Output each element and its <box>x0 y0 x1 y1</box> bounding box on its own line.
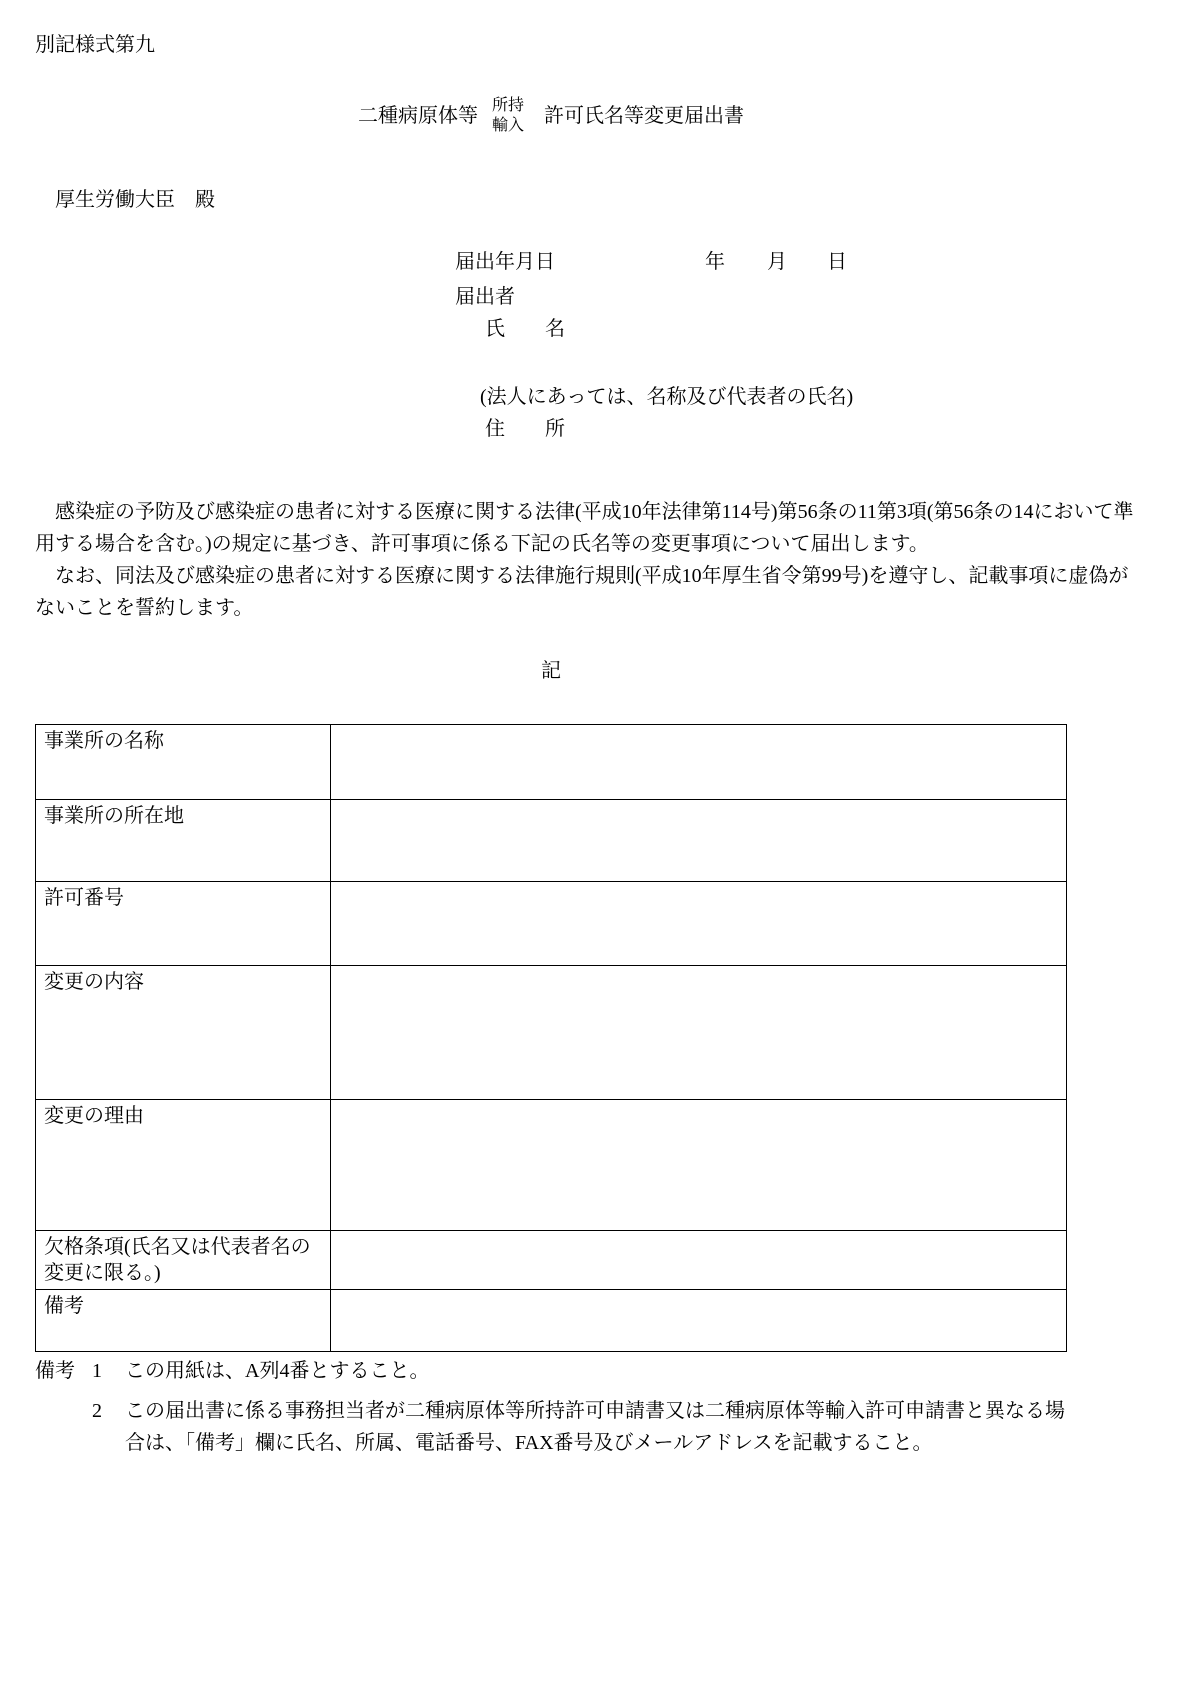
address-label: 住 所 <box>485 418 565 440</box>
footer-notes <box>35 1355 1146 1459</box>
stack-import: 輸入 <box>491 117 524 134</box>
body-paragraph-2: なお、同法及び感染症の患者に対する医療に関する法律施行規則(平成10年厚生省令第99号)を遵守し、記載事項に虚偽がないことを誓約します。 <box>35 565 1129 619</box>
year-label: 年 <box>705 251 725 273</box>
form-title <box>35 96 1067 136</box>
note-1 <box>35 1355 1146 1387</box>
note-2-text: この届出書に係る事務担当者が二種病原体等所持許可申請書又は二種病原体等輸入許可申請書と異なる場合は、「備考」欄に氏名、所属、電話番号、FAX番号及びメールアドレスを記載すること。 <box>125 1400 1065 1454</box>
row-label-office-address: 事業所の所在地 <box>36 800 331 882</box>
month-label: 月 <box>767 251 787 273</box>
note-1-text: この用紙は、A列4番とすること。 <box>125 1360 430 1382</box>
day-label: 日 <box>827 251 847 273</box>
table-row <box>36 800 1067 882</box>
body-paragraph-1: 感染症の予防及び感染症の患者に対する医療に関する法律(平成10年法律第114号)第56条の11第3項(第56条の14において準用する場合を含む。)の規定に基づき、許可事項に係る下記の氏名等の変更事項について届出します。 <box>35 501 1134 555</box>
table-row <box>36 966 1067 1100</box>
notes-biko-label: 備考 <box>35 1360 75 1382</box>
row-label-permit-number: 許可番号 <box>36 882 331 966</box>
header-fields <box>455 246 853 445</box>
note-2 <box>35 1395 1146 1459</box>
row-value-office-address <box>331 800 1067 882</box>
possession-import-stack <box>492 96 524 136</box>
table-row <box>36 1290 1067 1352</box>
table-row <box>36 1231 1067 1290</box>
row-label-remarks: 備考 <box>36 1290 331 1352</box>
row-value-office-name <box>331 725 1067 800</box>
body-text <box>35 496 1145 624</box>
row-label-office-name: 事業所の名称 <box>36 725 331 800</box>
form-number: 別記様式第九 <box>35 34 155 56</box>
row-value-change-content <box>331 966 1067 1100</box>
row-label-change-reason: 変更の理由 <box>36 1100 331 1231</box>
row-value-change-reason <box>331 1100 1067 1231</box>
ki-heading: 記 <box>541 660 561 682</box>
table-row <box>36 882 1067 966</box>
table-row <box>36 725 1067 800</box>
row-value-permit-number <box>331 882 1067 966</box>
row-value-disqualification <box>331 1231 1067 1290</box>
title-prefix: 二種病原体等 <box>357 105 478 127</box>
table-row <box>36 1100 1067 1231</box>
corporate-name-note: (法人にあっては、名称及び代表者の氏名) <box>480 386 854 408</box>
form-table <box>35 724 1067 1352</box>
title-suffix: 許可氏名等変更届出書 <box>544 105 744 127</box>
note-2-number: 2 <box>92 1400 102 1422</box>
row-value-remarks <box>331 1290 1067 1352</box>
name-label: 氏 名 <box>485 318 565 340</box>
stack-possession: 所持 <box>491 97 524 114</box>
row-label-change-content: 変更の内容 <box>36 966 331 1100</box>
addressee: 厚生労働大臣 殿 <box>55 189 215 211</box>
note-1-number: 1 <box>92 1360 102 1382</box>
notification-date-row <box>455 246 853 278</box>
row-label-disqualification: 欠格条項(氏名又は代表者名の変更に限る。) <box>36 1231 331 1290</box>
notifier-label: 届出者 <box>455 286 515 308</box>
date-label: 届出年月日 <box>455 251 555 273</box>
